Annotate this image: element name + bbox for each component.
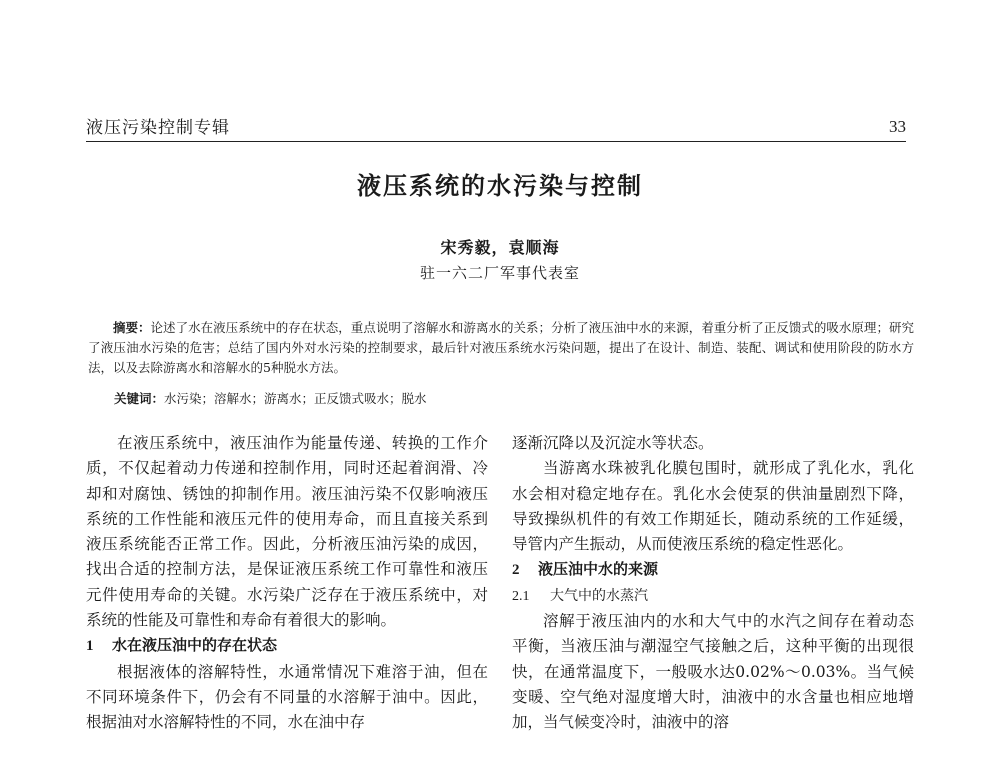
section-2-number: 2 (512, 562, 520, 579)
abstract-label: 摘要： (113, 320, 151, 335)
authors: 宋秀毅，袁顺海 (440, 238, 560, 257)
right-column (512, 431, 914, 759)
section-2-title: 液压油中水的来源 (538, 560, 659, 579)
section-1-title: 水在液压油中的存在状态 (112, 636, 278, 655)
continued-text: 逐渐沉降以及沉淀水等状态。 (512, 434, 714, 452)
affiliation: 驻一六二厂军事代表室 (419, 264, 580, 282)
journal-name: 液压污染控制专辑 (86, 118, 230, 138)
vapor-paragraph: 溶解于液压油内的水和大气中的水汽之间存在着动态平衡，当液压油与潮湿空气接触之后，这种平衡的出现很快，在通常温度下，一般吸水达0.02%～0.03%。当气候变暖、空气绝对湿度增大时，油液中的水含量也相应地增加，当气候变冷时，油液中的溶 (512, 612, 914, 732)
abstract (88, 318, 914, 378)
section-1-paragraph: 根据液体的溶解特性，水通常情况下难溶于油，但在不同环境条件下，仍会有不同量的水溶解于油中。因此，根据油对水溶解特性的不同，水在油中存 (86, 662, 488, 732)
running-header (86, 113, 906, 142)
keywords-text: 水污染；溶解水；游离水；正反馈式吸水；脱水 (164, 391, 427, 406)
section-2-1-title: 大气中的水蒸汽 (550, 587, 648, 604)
section-1-number: 1 (86, 638, 94, 655)
emulsion-paragraph: 当游离水珠被乳化膜包围时，就形成了乳化水，乳化水会相对稳定地存在。乳化水会使泵的供油量剧烈下降，导致操纵机件的有效工作期延长，随动系统的工作延缓，导管内产生振动，从而使液压系统的稳定性恶化。 (512, 459, 914, 554)
article-title: 液压系统的水污染与控制 (357, 172, 643, 200)
abstract-text: 论述了水在液压系统中的存在状态，重点说明了溶解水和游离水的关系；分析了液压油中水的来源，着重分析了正反馈式的吸水原理；研究了液压油水污染的危害；总结了国内外对水污染的控制要求，最后针对液压系统水污染问题，提出了在设计、制造、装配、调试和使用阶段的防水方法，以及去除游离水和溶解水的5种脱水方法。 (88, 320, 914, 375)
section-1-heading (86, 633, 488, 659)
section-2-1-number: 2.1 (512, 588, 530, 604)
left-column (86, 431, 488, 759)
section-2-heading (512, 557, 914, 583)
keywords (114, 389, 427, 409)
page-number: 33 (889, 117, 906, 136)
keywords-label: 关键词： (114, 391, 165, 406)
intro-paragraph: 在液压系统中，液压油作为能量传递、转换的工作介质，不仅起着动力传递和控制作用，同时还起着润滑、冷却和对腐蚀、锈蚀的抑制作用。液压油污染不仅影响液压系统的工作性能和液压元件的使用寿命，而且直接关系到液压系统能否正常工作。因此，分析液压油污染的成因，找出合适的控制方法，是保证液压系统工作可靠性和液压元件使用寿命的关键。水污染广泛存在于液压系统中，对系统的性能及可靠性和寿命有着很大的影响。 (86, 434, 488, 630)
section-2-1-heading (512, 584, 914, 609)
